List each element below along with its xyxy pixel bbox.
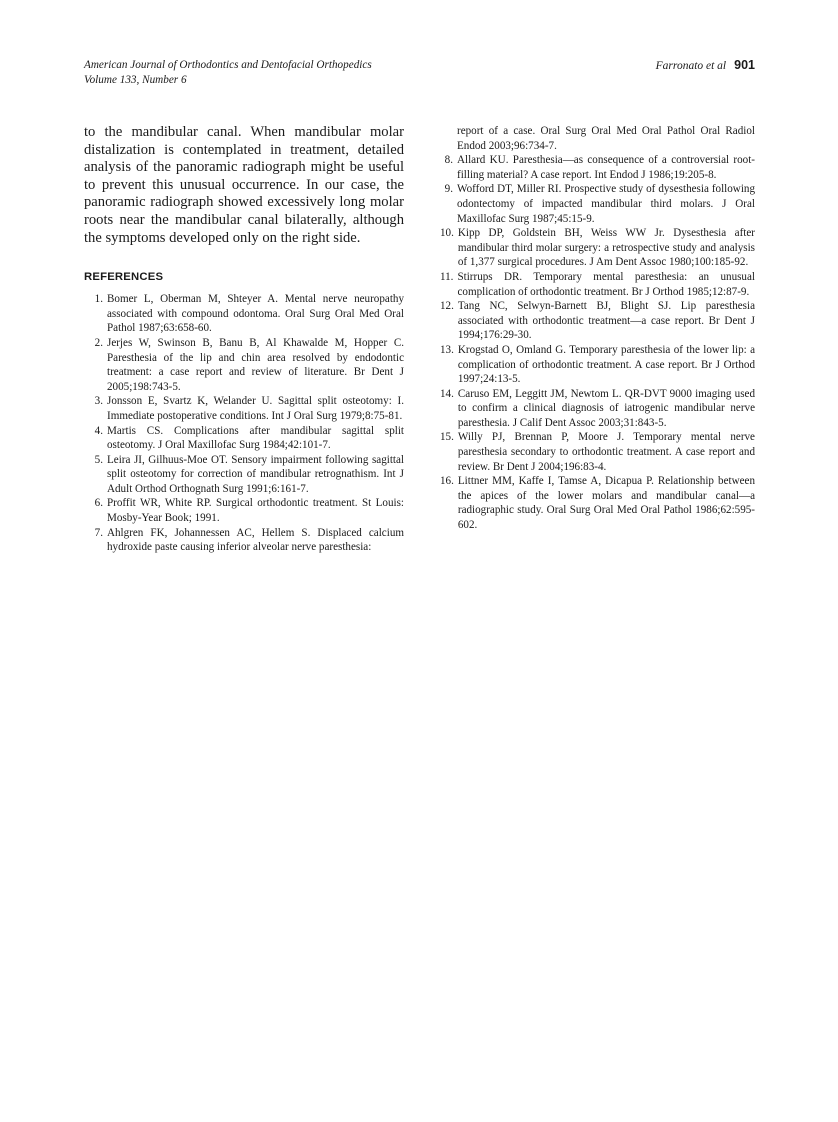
reference-text: Allard KU. Paresthesia—as consequence of a controversial root-filling material? A case report. Int Endod J 1986;19:205-8. bbox=[457, 154, 755, 181]
reference-text: Tang NC, Selwyn-Barnett BJ, Blight SJ. Lip paresthesia associated with orthodontic treatment—a case report. Br Dent J 1994;176:29-30. bbox=[457, 300, 755, 342]
right-column bbox=[440, 124, 755, 533]
reference-text: Stirrups DR. Temporary mental paresthesia: an unusual complication of orthodontic treatment. Br J Orthod 1985;12:87-9. bbox=[457, 270, 755, 298]
reference-item bbox=[440, 343, 755, 387]
running-header-left bbox=[84, 58, 372, 88]
reference-number: 8. bbox=[444, 154, 453, 167]
reference-item bbox=[84, 526, 404, 555]
reference-number: 4. bbox=[94, 424, 103, 437]
reference-number: 11. bbox=[440, 270, 454, 283]
reference-text: Martis CS. Complications after mandibular sagittal split osteotomy. J Oral Maxillofac Surg 1984;42:101-7. bbox=[107, 424, 404, 452]
reference-text: Wofford DT, Miller RI. Prospective study of dysesthesia following odontectomy of impacted mandibular third molars. J Oral Maxillofac Surg 1987;45:15-9. bbox=[457, 183, 755, 225]
running-authors: Farronato et al bbox=[655, 60, 727, 72]
reference-number: 9. bbox=[444, 183, 453, 196]
reference-number: 2. bbox=[94, 336, 103, 349]
reference-item bbox=[440, 226, 755, 270]
reference-item bbox=[440, 153, 755, 182]
reference-number: 13. bbox=[440, 343, 454, 356]
reference-text: Willy PJ, Brennan P, Moore J. Temporary mental nerve paresthesia secondary to orthodontic treatment. A case report and review. Br Dent J 2004;196:83-4. bbox=[457, 431, 755, 473]
reference-item bbox=[84, 424, 404, 453]
reference-number: 1. bbox=[94, 293, 103, 306]
reference-text: Littner MM, Kaffe I, Tamse A, Dicapua P. Relationship between the apices of the lower molars and mandibular canal—a radiographic study. Oral Surg Oral Med Oral Pathol 1986;62:595-602. bbox=[457, 475, 755, 532]
reference-number: 16. bbox=[440, 475, 454, 488]
reference-item bbox=[440, 299, 755, 343]
reference-item bbox=[84, 336, 404, 394]
reference-number: 5. bbox=[94, 453, 103, 466]
reference-item bbox=[440, 474, 755, 532]
reference-number: 6. bbox=[94, 497, 103, 510]
references-list-left bbox=[84, 292, 404, 555]
references-list-right bbox=[440, 124, 755, 533]
reference-number bbox=[440, 124, 457, 153]
reference-item bbox=[84, 292, 404, 336]
reference-text: Bomer L, Oberman M, Shteyer A. Mental nerve neuropathy associated with compound odontoma. Oral Surg Oral Med Oral Pathol 1987;63:658-60. bbox=[107, 293, 404, 335]
journal-volume: Volume 133, Number 6 bbox=[84, 74, 187, 86]
reference-text: Krogstad O, Omland G. Temporary paresthesia of the lower lip: a complication of orthodontic treatment. A case report. Br J Orthod 1997;24:13-5. bbox=[457, 343, 755, 386]
reference-text: Jonsson E, Svartz K, Welander U. Sagittal split osteotomy: I. Immediate postoperative conditions. Int J Oral Surg 1979;8:75-81. bbox=[107, 395, 404, 422]
body-paragraph: to the mandibular canal. When mandibular molar distalization is contemplated in treatment, detailed analysis of the panoramic radiograph might be useful to prevent this unusual occurrence. In our case, the panoramic radiograph showed excessively long molar roots near the mandibular canal bilaterally, although the symptoms developed only on the right side. bbox=[84, 124, 404, 246]
reference-text: Ahlgren FK, Johannessen AC, Hellem S. Displaced calcium hydroxide paste causing inferior alveolar nerve paresthesia: bbox=[107, 526, 404, 554]
reference-number: 12. bbox=[440, 300, 454, 313]
reference-item bbox=[84, 453, 404, 497]
left-column bbox=[84, 124, 404, 555]
reference-number: 7. bbox=[94, 526, 103, 539]
reference-number: 14. bbox=[440, 387, 454, 400]
reference-number: 3. bbox=[94, 395, 103, 408]
journal-title: American Journal of Orthodontics and Dentofacial Orthopedics bbox=[84, 59, 372, 71]
reference-text: report of a case. Oral Surg Oral Med Oral Pathol Oral Radiol Endod 2003;96:734-7. bbox=[457, 125, 755, 152]
reference-text: Caruso EM, Leggitt JM, Newtom L. QR-DVT 9000 imaging used to confirm a clinical diagnosis of iatrogenic mandibular nerve paresthesia. J Calif Dent Assoc 2003;31:843-5. bbox=[457, 387, 755, 429]
reference-item bbox=[84, 394, 404, 423]
running-header-right bbox=[656, 58, 755, 74]
reference-item bbox=[440, 182, 755, 226]
reference-text: Proffit WR, White RP. Surgical orthodontic treatment. St Louis: Mosby-Year Book; 1991. bbox=[107, 497, 404, 525]
reference-item bbox=[440, 430, 755, 474]
references-heading: REFERENCES bbox=[84, 271, 164, 284]
reference-text: Leira JI, Gilhuus-Moe OT. Sensory impairment following sagittal split osteotomy for correction of mandibular retrognathism. Int J Adult Orthod Orthognath Surg 1991;6:161-7. bbox=[107, 453, 404, 495]
reference-item bbox=[440, 124, 755, 153]
reference-item bbox=[440, 270, 755, 299]
reference-text: Kipp DP, Goldstein BH, Weiss WW Jr. Dysesthesia after mandibular third molar surgery: a retrospective study and analysis of 1,377 surgical procedures. J Am Dent Assoc 1980;100:185-92. bbox=[457, 227, 755, 269]
reference-item bbox=[84, 496, 404, 525]
reference-number: 15. bbox=[440, 431, 454, 444]
reference-text: Jerjes W, Swinson B, Banu B, Al Khawalde M, Hopper C. Paresthesia of the lip and chin area resolved by endodontic treatment: a case report and review of literature. Br Dent J 2005;198:743-5. bbox=[107, 336, 404, 393]
reference-number: 10. bbox=[440, 227, 454, 240]
reference-item bbox=[440, 387, 755, 431]
page-number: 901 bbox=[734, 58, 755, 72]
